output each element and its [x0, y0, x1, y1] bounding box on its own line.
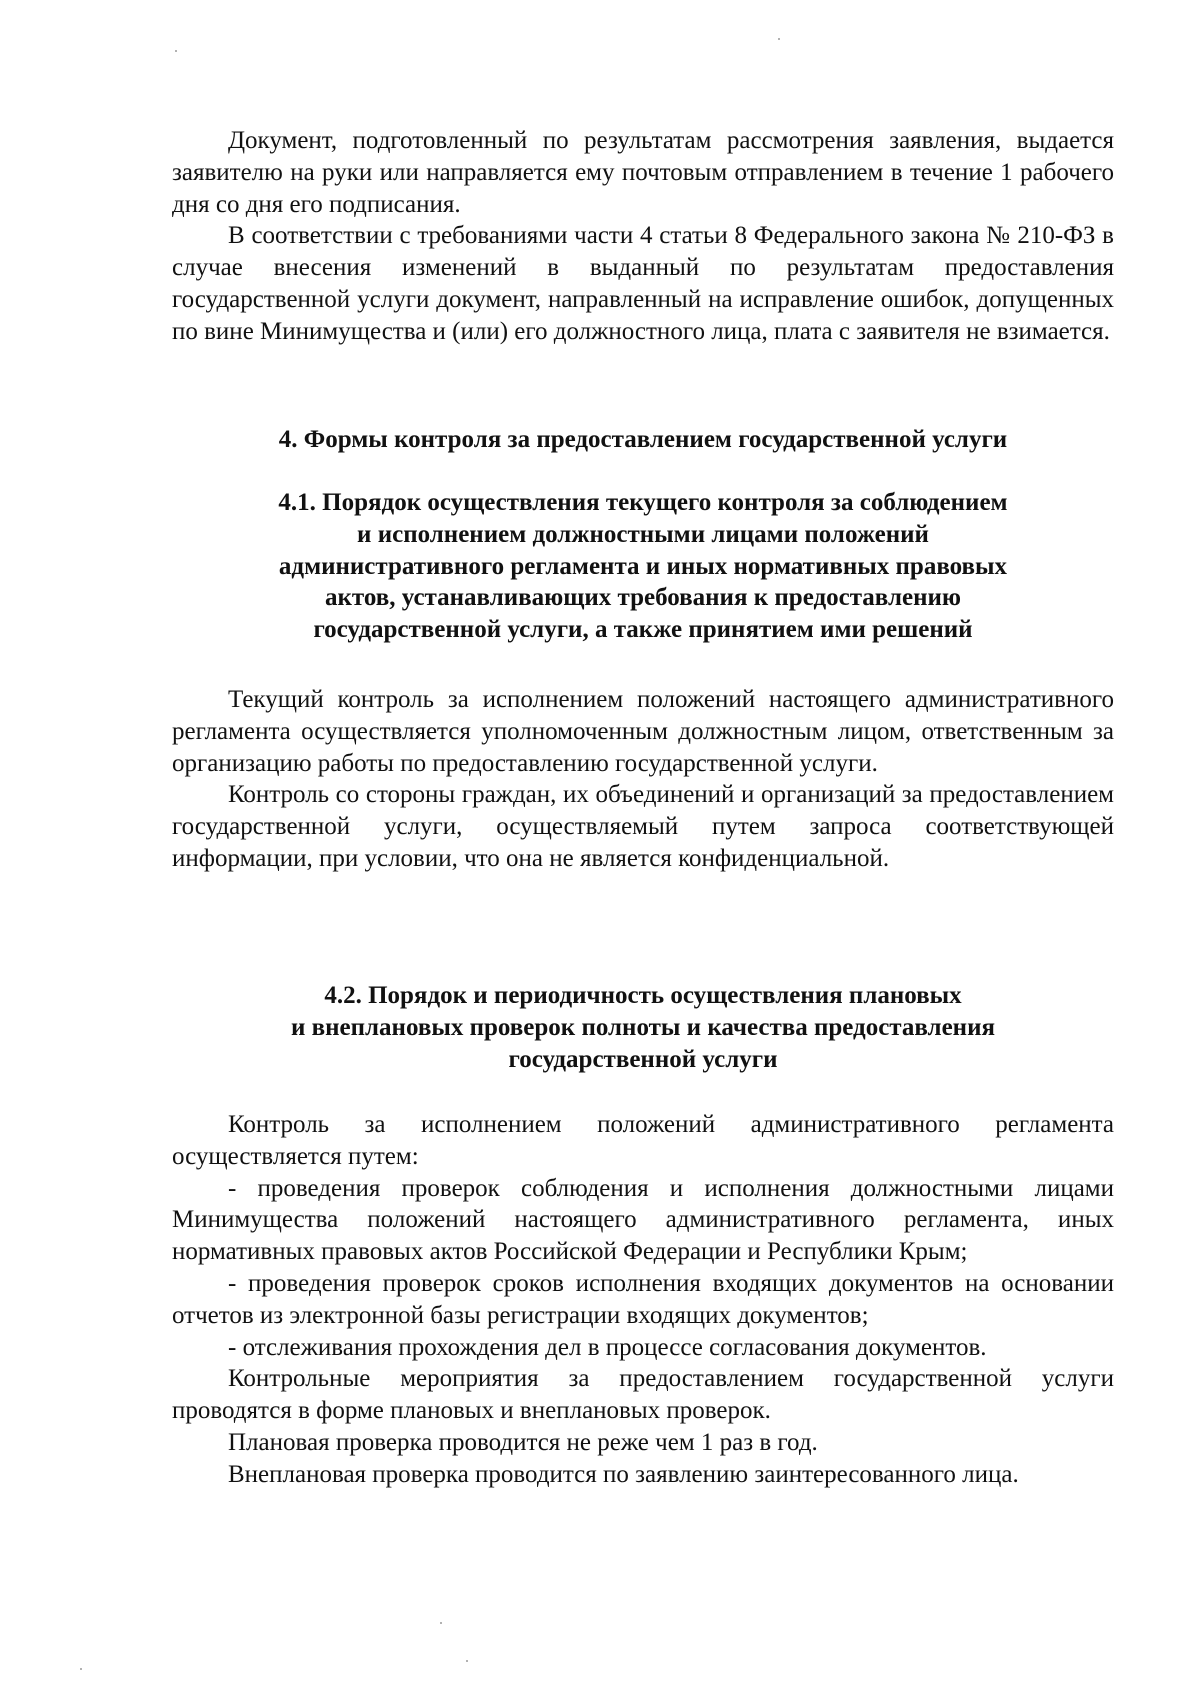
scan-speck [440, 1622, 442, 1624]
paragraph-scheduled-inspection: Плановая проверка проводится не реже чем 1 раз в год. [228, 1428, 818, 1456]
scan-speck [466, 1660, 468, 1662]
list-item-compliance-checks: - проведения проверок соблюдения и исполнения должностными лицами Минимущества положений настоящего административного регламента, иных нормативных правовых актов Российской Федерации и Республики Крым; [172, 1174, 1114, 1266]
paragraph-inspection-forms: Контрольные мероприятия за предоставлением государственной услуги проводятся в форме плановых и внеплановых проверок. [172, 1365, 1114, 1425]
section-4-2-heading-line: и внеплановых проверок полноты и качества предоставления [290, 1013, 996, 1041]
list-item-deadline-checks: - проведения проверок сроков исполнения входящих документов на основании отчетов из электронной базы регистрации входящих документов; [172, 1269, 1114, 1329]
scan-speck [175, 50, 177, 52]
paragraph-citizen-control: Контроль со стороны граждан, их объединений и организаций за предоставлением государственной услуги, осуществляемый путем запроса соответствующей информации, при условии, что она не является конфиденциальной. [172, 781, 1114, 872]
section-4-1-heading [172, 487, 1114, 646]
section-4-1-heading-line: актов, устанавливающих требования к предоставлению [325, 584, 961, 612]
section-4-heading: 4. Формы контроля за предоставлением государственной услуги [278, 426, 1008, 453]
section-4-2-heading [172, 980, 1114, 1075]
paragraph-current-control: Текущий контроль за исполнением положений настоящего административного регламента осуществляется уполномоченным должностным лицом, ответственным за организацию работы по предоставлению государственной услуги. [172, 686, 1114, 777]
paragraph-error-correction: В соответствии с требованиями части 4 статьи 8 Федерального закона № 210-ФЗ в случае внесения изменений в выданный по результатам предоставления государственной услуги документ, направленный на исправление ошибок, допущенных по вине Минимущества и (или) его должностного лица, плата с заявителя не взимается. [172, 222, 1114, 345]
scan-speck [80, 1668, 82, 1670]
section-4-1-heading-line: административного регламента и иных нормативных правовых [278, 552, 1008, 580]
section-4-2-body [172, 1109, 1114, 1491]
paragraph-control-method: Контроль за исполнением положений административного регламента осуществляется путем: [172, 1111, 1114, 1170]
section-4-1-body [172, 684, 1114, 875]
section-4-1-heading-line: государственной услуги, а также принятием ими решений [313, 616, 973, 644]
list-item-tracking: - отслеживания прохождения дел в процессе согласования документов. [228, 1333, 987, 1361]
scan-speck [778, 38, 780, 40]
section-4-1-heading-line: 4.1. Порядок осуществления текущего контроля за соблюдением [278, 489, 1008, 516]
section-4-2-heading-line: государственной услуги [508, 1045, 778, 1073]
section-4-2-heading-line: 4.2. Порядок и периодичность осуществления плановых [324, 982, 962, 1009]
paragraph-unscheduled-inspection: Внеплановая проверка проводится по заявлению заинтересованного лица. [228, 1460, 1019, 1488]
paragraph-document-issue: Документ, подготовленный по результатам рассмотрения заявления, выдается заявителю на руки или направляется ему почтовым отправлением в течение 1 рабочего дня со дня его подписания. [172, 127, 1114, 218]
intro-paragraphs [172, 125, 1114, 348]
section-4-1-heading-line: и исполнением должностными лицами положений [357, 520, 929, 548]
